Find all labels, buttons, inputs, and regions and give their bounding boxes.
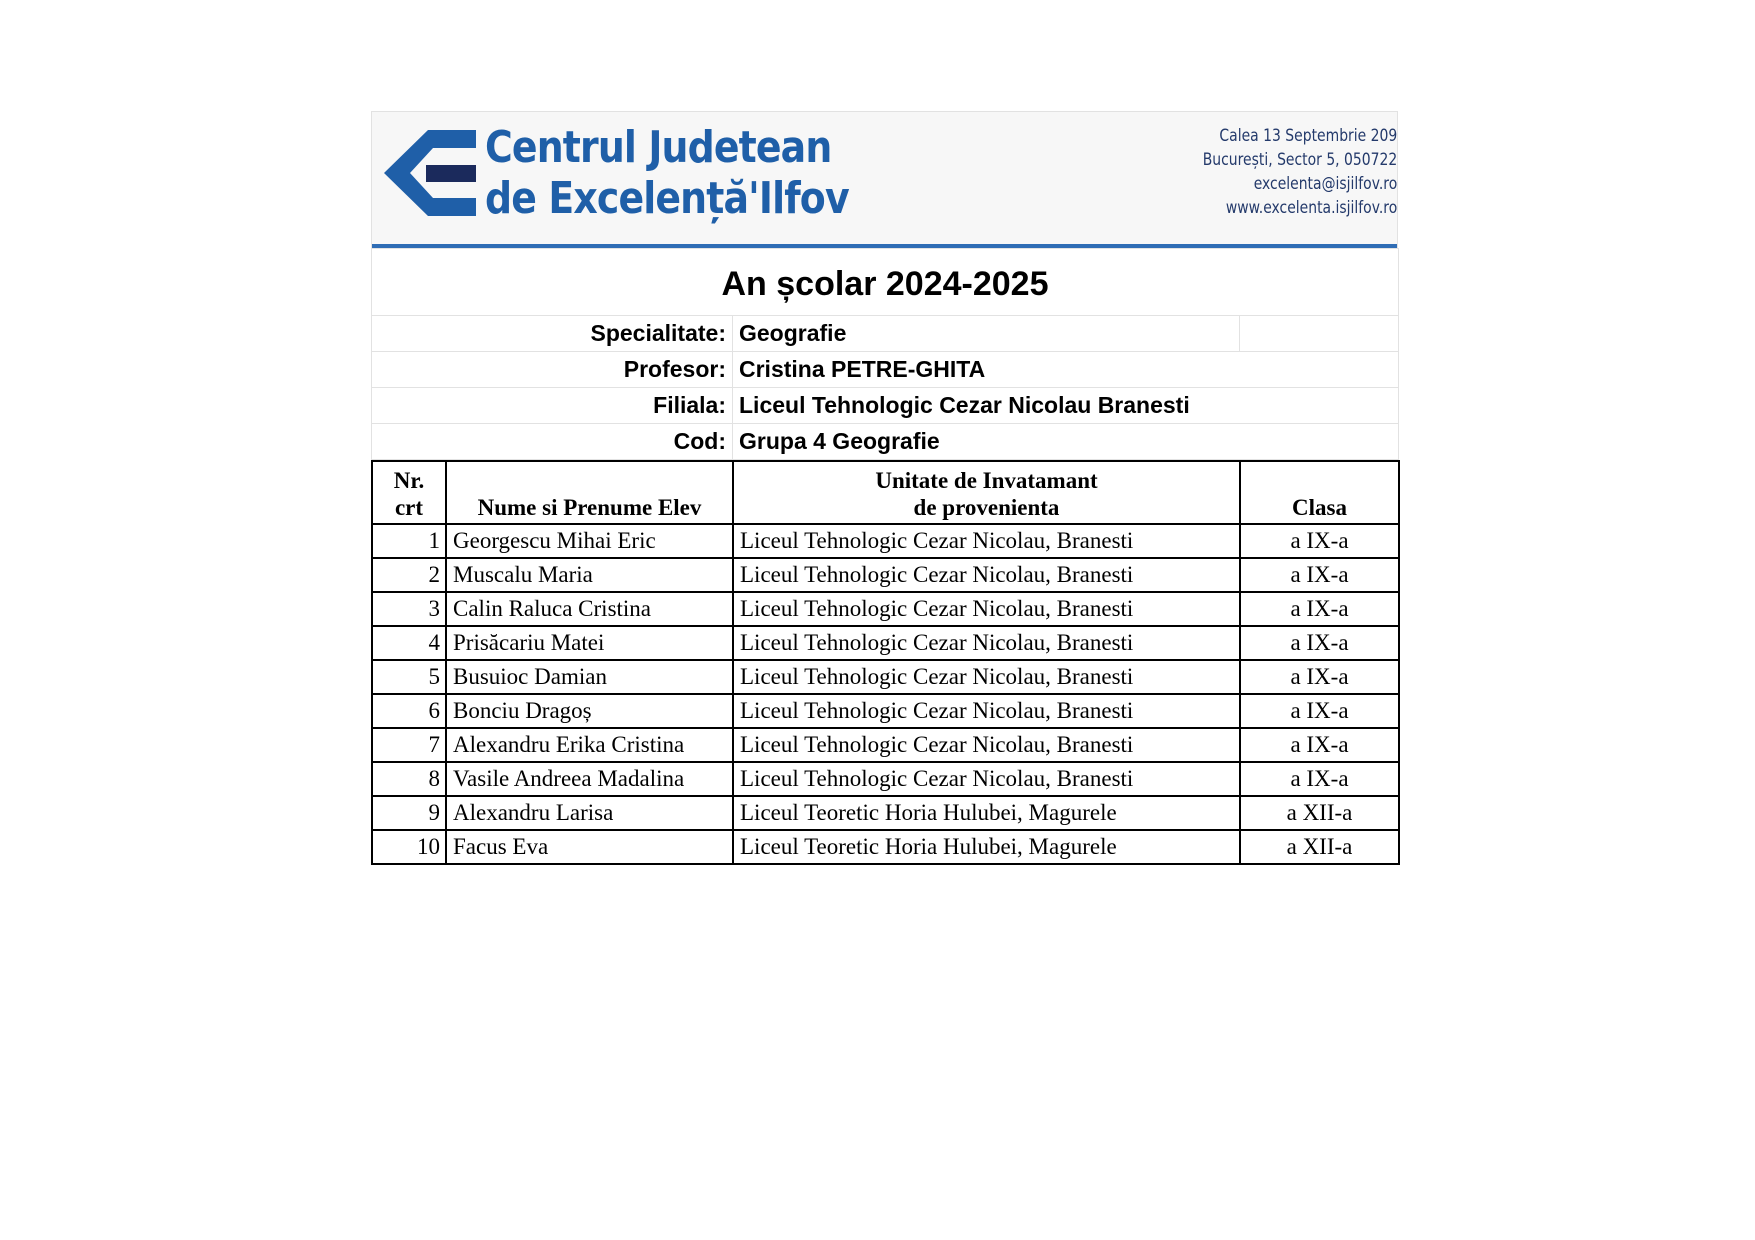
info-label: Cod: xyxy=(372,424,733,460)
table-row xyxy=(372,660,1399,694)
page-title: An școlar 2024-2025 xyxy=(372,249,1399,316)
cell-name: Alexandru Larisa xyxy=(446,796,733,830)
table-row xyxy=(372,694,1399,728)
cell-nr: 4 xyxy=(372,626,446,660)
cell-name: Muscalu Maria xyxy=(446,558,733,592)
logo-line-1: Centrul Judetean xyxy=(485,122,832,173)
cell-school: Liceul Tehnologic Cezar Nicolau, Branesti xyxy=(733,524,1240,558)
cell-name: Vasile Andreea Madalina xyxy=(446,762,733,796)
contact-email[interactable]: excelenta@isjilfov.ro xyxy=(1253,174,1397,194)
table-body xyxy=(372,524,1399,864)
cell-class: a XII-a xyxy=(1240,796,1399,830)
info-value: Grupa 4 Geografie xyxy=(733,424,1399,460)
column-header-nr-line1: Nr. xyxy=(393,468,425,493)
cell-school: Liceul Tehnologic Cezar Nicolau, Branesti xyxy=(733,762,1240,796)
cell-nr: 6 xyxy=(372,694,446,728)
cell-school: Liceul Teoretic Horia Hulubei, Magurele xyxy=(733,796,1240,830)
info-empty-cell xyxy=(1240,316,1399,352)
cell-school: Liceul Tehnologic Cezar Nicolau, Branesti xyxy=(733,558,1240,592)
table-row xyxy=(372,762,1399,796)
cell-nr: 7 xyxy=(372,728,446,762)
column-header-class: Clasa xyxy=(1240,461,1399,524)
info-label: Filiala: xyxy=(372,388,733,424)
cell-nr: 5 xyxy=(372,660,446,694)
cell-class: a IX-a xyxy=(1240,762,1399,796)
table-row xyxy=(372,524,1399,558)
cell-school: Liceul Tehnologic Cezar Nicolau, Branesti xyxy=(733,592,1240,626)
table-row xyxy=(372,830,1399,864)
table-header-row xyxy=(372,461,1399,524)
column-header-nr xyxy=(372,461,446,524)
cell-name: Calin Raluca Cristina xyxy=(446,592,733,626)
cell-nr: 8 xyxy=(372,762,446,796)
info-row-profesor xyxy=(372,352,1399,388)
letterhead xyxy=(371,111,1398,248)
cell-class: a IX-a xyxy=(1240,592,1399,626)
cell-school: Liceul Tehnologic Cezar Nicolau, Branesti xyxy=(733,626,1240,660)
cell-school: Liceul Tehnologic Cezar Nicolau, Branesti xyxy=(733,694,1240,728)
cell-nr: 2 xyxy=(372,558,446,592)
cell-class: a IX-a xyxy=(1240,558,1399,592)
info-row-cod xyxy=(372,424,1399,460)
cell-nr: 1 xyxy=(372,524,446,558)
info-label: Specialitate: xyxy=(372,316,733,352)
cell-class: a IX-a xyxy=(1240,524,1399,558)
column-header-school xyxy=(733,461,1240,524)
cell-nr: 3 xyxy=(372,592,446,626)
logo-text xyxy=(485,122,849,224)
cell-name: Georgescu Mihai Eric xyxy=(446,524,733,558)
cell-class: a IX-a xyxy=(1240,728,1399,762)
column-header-name: Nume si Prenume Elev xyxy=(446,461,733,524)
cell-name: Prisăcariu Matei xyxy=(446,626,733,660)
table-row xyxy=(372,728,1399,762)
column-header-school-line2: de provenienta xyxy=(913,495,1060,520)
table-row xyxy=(372,626,1399,660)
column-header-school-line1: Unitate de Invatamant xyxy=(875,468,1098,493)
cell-nr: 9 xyxy=(372,796,446,830)
cell-name: Alexandru Erika Cristina xyxy=(446,728,733,762)
title-row xyxy=(372,249,1399,316)
cell-class: a XII-a xyxy=(1240,830,1399,864)
logo-line-2: de Excelență'Ilfov xyxy=(485,173,849,224)
contact-website[interactable]: www.excelenta.isjilfov.ro xyxy=(1225,198,1397,218)
cell-name: Busuioc Damian xyxy=(446,660,733,694)
cell-school: Liceul Tehnologic Cezar Nicolau, Branesti xyxy=(733,728,1240,762)
table-row xyxy=(372,592,1399,626)
contact-block xyxy=(1202,124,1397,220)
cell-class: a IX-a xyxy=(1240,694,1399,728)
header-divider xyxy=(372,244,1397,248)
logo-mark-icon xyxy=(378,126,478,220)
cell-nr: 10 xyxy=(372,830,446,864)
info-value: Cristina PETRE-GHITA xyxy=(733,352,1399,388)
contact-city: București, Sector 5, 050722 xyxy=(1202,150,1397,170)
cell-class: a IX-a xyxy=(1240,626,1399,660)
column-header-nr-line2: crt xyxy=(394,495,424,520)
table-row xyxy=(372,558,1399,592)
students-table xyxy=(371,460,1400,865)
info-value: Liceul Tehnologic Cezar Nicolau Branesti xyxy=(733,388,1399,424)
cell-name: Facus Eva xyxy=(446,830,733,864)
cell-school: Liceul Tehnologic Cezar Nicolau, Branesti xyxy=(733,660,1240,694)
contact-address: Calea 13 Septembrie 209 xyxy=(1219,126,1397,146)
cell-class: a IX-a xyxy=(1240,660,1399,694)
info-row-filiala xyxy=(372,388,1399,424)
info-label: Profesor: xyxy=(372,352,733,388)
cell-name: Bonciu Dragoș xyxy=(446,694,733,728)
table-row xyxy=(372,796,1399,830)
info-row-specialitate xyxy=(372,316,1399,352)
info-value: Geografie xyxy=(733,316,1240,352)
document-sheet xyxy=(371,111,1398,865)
cell-school: Liceul Teoretic Horia Hulubei, Magurele xyxy=(733,830,1240,864)
info-table xyxy=(371,248,1399,460)
